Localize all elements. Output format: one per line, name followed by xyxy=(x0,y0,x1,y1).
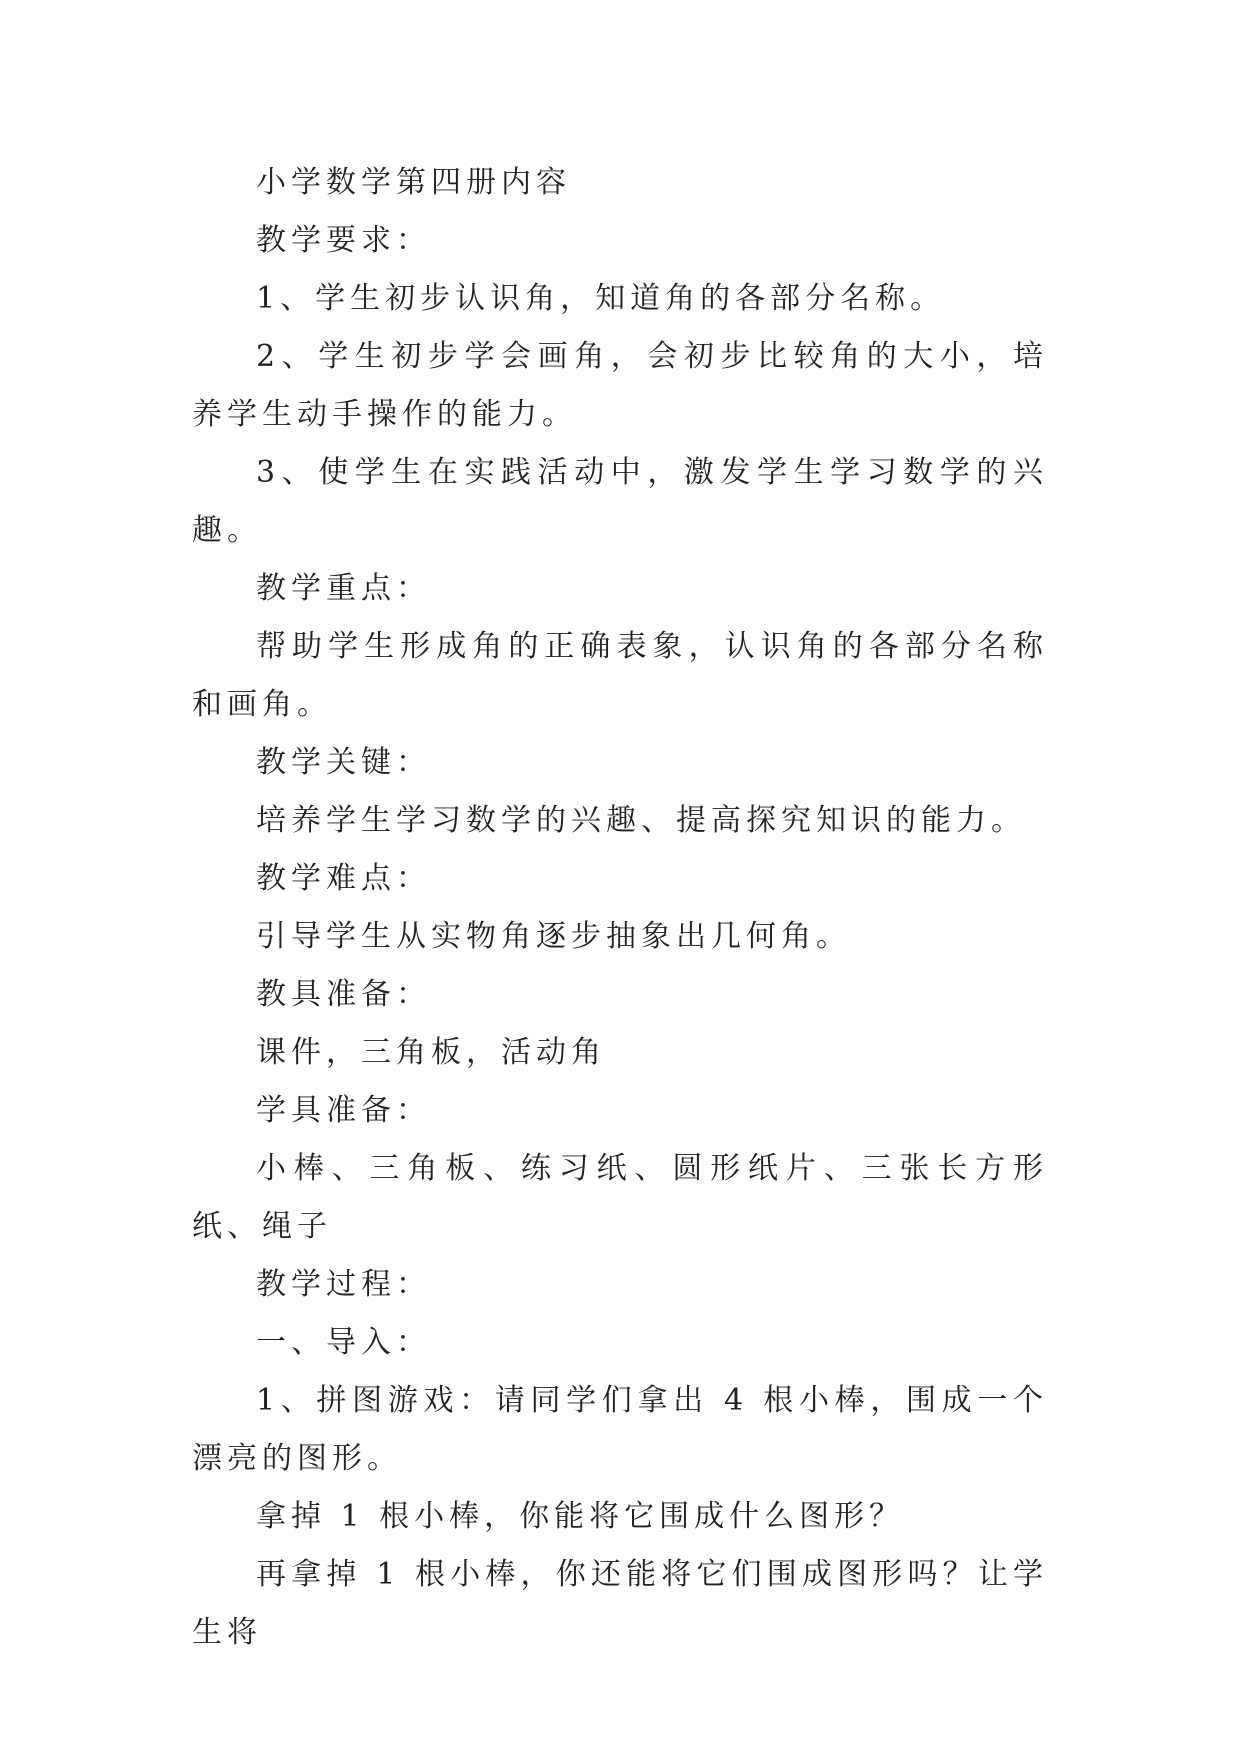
requirement-item-1: 1、学生初步认识角，知道角的各部分名称。 xyxy=(256,281,946,316)
student-aids-text: 小棒、三角板、练习纸、圆形纸片、三张长方形纸、绳子 xyxy=(192,1151,1048,1244)
process-step-introduction: 一、导入： xyxy=(256,1325,431,1360)
section-heading-student-aids: 学具准备： xyxy=(256,1093,431,1128)
process-question-1: 拿掉 1 根小棒，你能将它围成什么图形？ xyxy=(256,1499,905,1534)
section-heading-key-points: 教学重点： xyxy=(256,571,431,606)
section-heading-teaching-requirements: 教学要求： xyxy=(256,223,431,258)
requirement-item-3: 3、使学生在实践活动中，激发学生学习数学的兴趣。 xyxy=(192,455,1048,548)
process-activity-1: 1、拼图游戏：请同学们拿出 4 根小棒，围成一个漂亮的图形。 xyxy=(192,1383,1048,1476)
teaching-aids-text: 课件，三角板，活动角 xyxy=(256,1035,606,1070)
section-heading-teaching-process: 教学过程： xyxy=(256,1267,431,1302)
requirement-item-2: 2、学生初步学会画角，会初步比较角的大小，培养学生动手操作的能力。 xyxy=(192,339,1048,432)
difficulties-text: 引导学生从实物角逐步抽象出几何角。 xyxy=(256,919,851,954)
key-points-text: 帮助学生形成角的正确表象，认识角的各部分名称和画角。 xyxy=(192,629,1048,722)
process-question-2: 再拿掉 1 根小棒，你还能将它们围成图形吗？让学生将 xyxy=(192,1557,1048,1650)
document-body xyxy=(192,154,1048,1662)
document-title: 小学数学第四册内容 xyxy=(256,165,571,200)
section-heading-teaching-key: 教学关键： xyxy=(256,745,431,780)
teaching-key-text: 培养学生学习数学的兴趣、提高探究知识的能力。 xyxy=(256,803,1026,838)
section-heading-teaching-aids: 教具准备： xyxy=(256,977,431,1012)
section-heading-difficulties: 教学难点： xyxy=(256,861,431,896)
